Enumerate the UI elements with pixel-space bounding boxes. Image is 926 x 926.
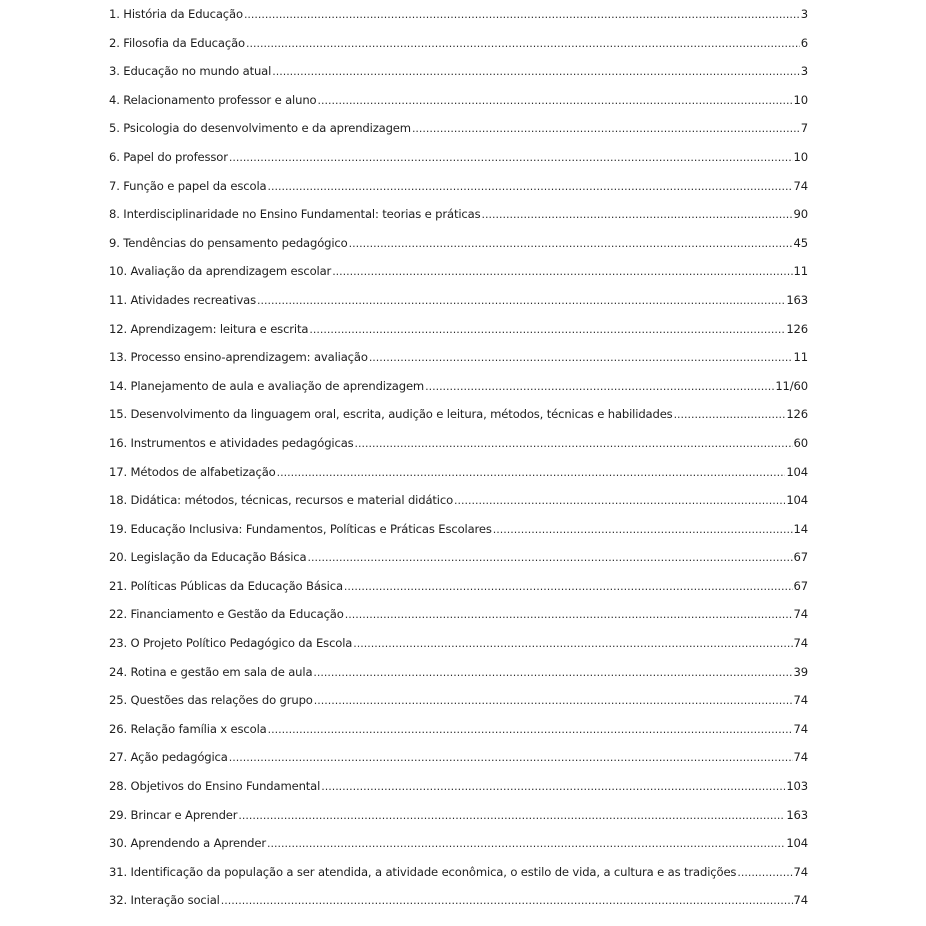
toc-entry[interactable]	[109, 515, 808, 544]
toc-entry[interactable]	[109, 372, 808, 401]
toc-entry[interactable]	[109, 458, 808, 487]
toc-entry-title: 6. Papel do professor	[109, 149, 228, 164]
toc-entry-title: 8. Interdisciplinaridade no Ensino Fundamental: teorias e práticas	[109, 207, 481, 222]
toc-entry-page: 14	[793, 521, 808, 536]
toc-entry[interactable]	[109, 0, 808, 29]
toc-entry[interactable]	[109, 229, 808, 258]
toc-dot-leader	[344, 573, 793, 602]
toc-entry[interactable]	[109, 200, 808, 229]
toc-dot-leader	[313, 659, 792, 688]
toc-entry-title: 2. Filosofia da Educação	[109, 35, 245, 50]
toc-dot-leader	[317, 87, 792, 116]
toc-entry[interactable]	[109, 172, 808, 201]
toc-entry-title: 7. Função e papel da escola	[109, 178, 267, 193]
toc-dot-leader	[314, 687, 793, 716]
toc-entry-title: 21. Políticas Públicas da Educação Básica	[109, 578, 343, 593]
toc-entry[interactable]	[109, 400, 808, 429]
toc-entry-page: 104	[786, 464, 808, 479]
toc-dot-leader	[238, 802, 785, 831]
toc-entry[interactable]	[109, 543, 808, 572]
toc-dot-leader	[353, 630, 792, 659]
toc-entry-page: 103	[786, 779, 808, 794]
toc-entry-title: 3. Educação no mundo atual	[109, 64, 272, 79]
toc-entry-page: 104	[786, 493, 808, 508]
toc-entry-title: 16. Instrumentos e atividades pedagógicas	[109, 435, 354, 450]
toc-entry[interactable]	[109, 715, 808, 744]
toc-entry[interactable]	[109, 86, 808, 115]
toc-entry[interactable]	[109, 572, 808, 601]
table-of-contents	[109, 0, 808, 915]
toc-entry-title: 13. Processo ensino-aprendizagem: avaliação	[109, 350, 368, 365]
toc-dot-leader	[267, 173, 792, 202]
toc-entry[interactable]	[109, 57, 808, 86]
toc-entry-page: 11	[793, 264, 808, 279]
toc-entry[interactable]	[109, 114, 808, 143]
toc-entry-page: 10	[793, 149, 808, 164]
toc-entry-title: 31. Identificação da população a ser atendida, a atividade econômica, o estilo de vida, a cultura e as tradições	[109, 864, 737, 879]
toc-entry-title: 32. Interação social	[109, 893, 220, 908]
toc-entry[interactable]	[109, 772, 808, 801]
toc-dot-leader	[267, 830, 785, 859]
toc-entry-title: 12. Aprendizagem: leitura e escrita	[109, 321, 309, 336]
toc-entry-page: 11	[793, 350, 808, 365]
toc-entry-page: 163	[786, 292, 808, 307]
toc-dot-leader	[268, 716, 793, 745]
toc-entry-title: 27. Ação pedagógica	[109, 750, 228, 765]
toc-entry-page: 7	[800, 121, 808, 136]
toc-entry-page: 163	[786, 807, 808, 822]
toc-dot-leader	[345, 601, 793, 630]
toc-dot-leader	[369, 344, 793, 373]
toc-entry-page: 74	[793, 893, 808, 908]
toc-dot-leader	[482, 201, 793, 230]
toc-entry[interactable]	[109, 886, 808, 915]
toc-entry-page: 74	[793, 750, 808, 765]
toc-entry-page: 74	[793, 721, 808, 736]
toc-entry[interactable]	[109, 486, 808, 515]
toc-dot-leader	[277, 459, 786, 488]
toc-entry-page: 90	[793, 207, 808, 222]
toc-dot-leader	[309, 316, 785, 345]
toc-dot-leader	[674, 401, 786, 430]
toc-entry-page: 6	[800, 35, 808, 50]
toc-entry-title: 15. Desenvolvimento da linguagem oral, escrita, audição e leitura, métodos, técnicas e habilidades	[109, 407, 673, 422]
toc-entry-page: 67	[793, 550, 808, 565]
toc-entry[interactable]	[109, 629, 808, 658]
toc-entry-title: 10. Avaliação da aprendizagem escolar	[109, 264, 332, 279]
toc-dot-leader	[246, 30, 800, 59]
toc-entry-page: 10	[793, 92, 808, 107]
toc-entry[interactable]	[109, 429, 808, 458]
toc-dot-leader	[425, 373, 774, 402]
toc-entry-title: 19. Educação Inclusiva: Fundamentos, Políticas e Práticas Escolares	[109, 521, 492, 536]
toc-entry[interactable]	[109, 143, 808, 172]
toc-dot-leader	[221, 887, 793, 916]
toc-entry-title: 14. Planejamento de aula e avaliação de aprendizagem	[109, 378, 425, 393]
toc-dot-leader	[244, 1, 800, 30]
toc-dot-leader	[307, 544, 792, 573]
toc-dot-leader	[272, 58, 800, 87]
toc-entry[interactable]	[109, 315, 808, 344]
toc-dot-leader	[355, 430, 793, 459]
toc-dot-leader	[349, 230, 793, 259]
toc-entry-title: 29. Brincar e Aprender	[109, 807, 238, 822]
toc-entry[interactable]	[109, 829, 808, 858]
toc-entry-page: 3	[800, 64, 808, 79]
toc-entry-title: 26. Relação família x escola	[109, 721, 267, 736]
toc-entry-title: 9. Tendências do pensamento pedagógico	[109, 235, 348, 250]
toc-entry-title: 20. Legislação da Educação Básica	[109, 550, 307, 565]
toc-entry[interactable]	[109, 743, 808, 772]
toc-entry[interactable]	[109, 686, 808, 715]
toc-entry[interactable]	[109, 658, 808, 687]
toc-entry[interactable]	[109, 257, 808, 286]
toc-dot-leader	[332, 258, 792, 287]
toc-entry-page: 67	[793, 578, 808, 593]
toc-entry-title: 11. Atividades recreativas	[109, 292, 257, 307]
toc-entry-title: 24. Rotina e gestão em sala de aula	[109, 664, 313, 679]
toc-entry-title: 17. Métodos de alfabetização	[109, 464, 276, 479]
toc-entry[interactable]	[109, 29, 808, 58]
toc-dot-leader	[737, 859, 792, 888]
toc-entry-page: 45	[793, 235, 808, 250]
toc-dot-leader	[321, 773, 785, 802]
toc-dot-leader	[493, 516, 793, 545]
toc-dot-leader	[454, 487, 785, 516]
toc-entry-title: 23. O Projeto Político Pedagógico da Escola	[109, 636, 353, 651]
toc-dot-leader	[229, 744, 793, 773]
toc-entry-page: 74	[793, 693, 808, 708]
toc-entry-page: 104	[786, 836, 808, 851]
toc-entry-page: 11/60	[775, 378, 808, 393]
toc-entry-title: 18. Didática: métodos, técnicas, recursos e material didático	[109, 493, 454, 508]
toc-entry-page: 126	[786, 321, 808, 336]
toc-entry-title: 5. Psicologia do desenvolvimento e da aprendizagem	[109, 121, 411, 136]
toc-dot-leader	[229, 144, 793, 173]
toc-entry-page: 60	[793, 435, 808, 450]
toc-entry[interactable]	[109, 858, 808, 887]
toc-entry-page: 126	[786, 407, 808, 422]
toc-entry-title: 25. Questões das relações do grupo	[109, 693, 313, 708]
toc-entry[interactable]	[109, 801, 808, 830]
toc-entry[interactable]	[109, 286, 808, 315]
toc-entry-title: 4. Relacionamento professor e aluno	[109, 92, 317, 107]
toc-entry[interactable]	[109, 600, 808, 629]
toc-dot-leader	[257, 287, 785, 316]
toc-entry-page: 3	[800, 7, 808, 21]
toc-entry-page: 39	[793, 664, 808, 679]
toc-entry-title: 30. Aprendendo a Aprender	[109, 836, 266, 851]
toc-entry-page: 74	[793, 864, 808, 879]
toc-entry-page: 74	[793, 636, 808, 651]
toc-dot-leader	[412, 115, 800, 144]
toc-entry-title: 22. Financiamento e Gestão da Educação	[109, 607, 344, 622]
toc-entry-page: 74	[793, 178, 808, 193]
toc-entry-page: 74	[793, 607, 808, 622]
toc-entry[interactable]	[109, 343, 808, 372]
toc-entry-title: 28. Objetivos do Ensino Fundamental	[109, 779, 321, 794]
toc-entry-title: 1. História da Educação	[109, 7, 243, 21]
